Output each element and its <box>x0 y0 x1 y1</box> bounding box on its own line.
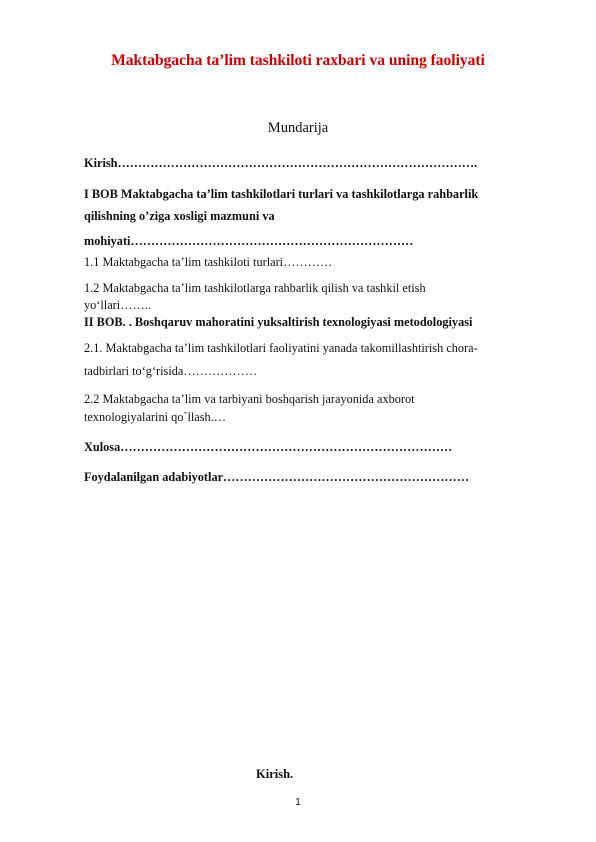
page-number: 1 <box>295 797 301 808</box>
toc-entry-1-2-line1: 1.2 Maktabgacha ta’lim tashkilotlarga rahbarlik qilish va tashkil etish <box>84 281 426 295</box>
document-title: Maktabgacha ta’lim tashkiloti raxbari va uning faoliyati <box>111 52 485 69</box>
toc-entry-2-2-line2: texnologiyalarini qo`llash.… <box>84 410 227 424</box>
toc-entry-1-2-line2: yo‘llari…….. <box>84 298 151 312</box>
toc-entry-bob1-line3: mohiyati…………………………………………………………… <box>84 234 414 248</box>
toc-entry-2-1-line2: tadbirlari to‘g‘risida……………… <box>84 364 258 378</box>
toc-entry-kirish: Kirish……………………………………………………………………………. <box>84 156 478 170</box>
toc-entry-2-1-line1: 2.1. Maktabgacha ta’lim tashkilotlari faoliyatini yanada takomillashtirish chora- <box>84 341 478 355</box>
toc-entry-xulosa: Xulosa……………………………………………………………………… <box>84 440 453 454</box>
section-heading-kirish: Kirish. <box>256 767 294 781</box>
toc-entry-bob1-line1: I BOB Maktabgacha ta’lim tashkilotlari turlari va tashkilotlarga rahbarlik <box>84 187 479 201</box>
toc-entry-bob1-line2: qilishning o’ziga xosligi mazmuni va <box>84 209 275 223</box>
toc-entry-foydalanilgan: Foydalanilgan adabiyotlar…………………………………………………… <box>84 470 469 484</box>
toc-heading: Mundarija <box>267 120 329 136</box>
toc-entry-1-1: 1.1 Maktabgacha ta’lim tashkiloti turlari………… <box>84 255 333 269</box>
toc-entry-bob2: II BOB. . Boshqaruv mahoratini yuksaltirish texnologiyasi metodologiyasi <box>84 315 473 329</box>
toc-entry-2-2-line1: 2.2 Maktabgacha ta’lim va tarbiyani boshqarish jarayonida axborot <box>84 392 415 406</box>
